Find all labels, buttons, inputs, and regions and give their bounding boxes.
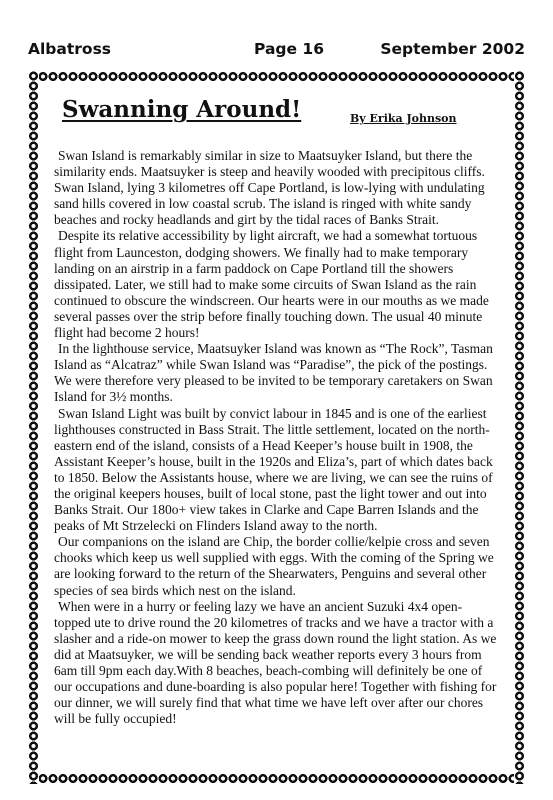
issue-date: September 2002 xyxy=(380,40,525,58)
paragraph: Our companions on the island are Chip, the border collie/kelpie cross and seven chooks which keep us well supplied with eggs. With the coming of the Spring we are looking forward to the return of the Shearwaters, Penguins and several other species of sea birds which nest on the island. xyxy=(54,534,494,598)
border-left xyxy=(28,71,39,784)
article-body xyxy=(54,148,498,727)
article-title: Swanning Around! xyxy=(62,96,302,123)
article-byline: By Erika Johnson xyxy=(350,112,457,125)
border-right xyxy=(514,71,525,784)
paragraph: In the lighthouse service, Maatsuyker Island was known as “The Rock”, Tasman Island as “Alcatraz” while Swan Island was “Paradise”, the pick of the postings. We were therefore very pleased to be invited to be temporary caretakers on Swan Island for 3½ months. xyxy=(54,341,493,405)
publication-name: Albatross xyxy=(28,40,112,58)
paragraph: When were in a hurry or feeling lazy we have an ancient Suzuki 4x4 open-topped ute to drive round the 20 kilometres of tracks and we have a tractor with a slasher and a ride-on mower to keep the grass down round the light station. As we did at Maatsuyker, we will be sending back weather reports every 3 hours from 6am till 9pm each day.With 8 beaches, beach-combing will definitely be one of our occupations and dune-boarding is also popular here! Together with fishing for our dinner, we will surely find that what time we have left over after our chores will be fully occupied! xyxy=(54,598,497,727)
paragraph: Swan Island is remarkably similar in size to Maatsuyker Island, but there the similarity ends. Maatsuyker is steep and heavily wooded with precipitous cliffs. Swan Island, lying 3 kilometres off Cape Portland, is low-lying with undulating sand hills covered in low coastal scrub. The island is ringed with white sandy beaches and rocky headlands and girt by the tidal races of Banks Strait. xyxy=(54,148,485,228)
border-bottom xyxy=(28,773,525,784)
page-number: Page 16 xyxy=(254,40,324,58)
paragraph: Despite its relative accessibility by light aircraft, we had a somewhat tortuous flight from Launceston, dodging showers. We finally had to make temporary landing on an airstrip in a farm paddock on Cape Portland till the showers dissipated. Later, we still had to make some circuits of Swan Island as the rain continued to obscure the windscreen. Our hearts were in our mouths as we made several passes over the strip before finally touching down. The usual 40 minute flight had become 2 hours! xyxy=(54,228,489,341)
page-header xyxy=(28,40,525,64)
paragraph: Swan Island Light was built by convict labour in 1845 and is one of the earliest lighthouses constructed in Bass Strait. The little settlement, located on the north-eastern end of the island, consists of a Head Keeper’s house built in 1908, the Assistant Keeper’s house, built in the 1920s and Eliza’s, part of which dates back to 1850. Below the Assistants house, where we are living, we can see the ruins of the original keepers houses, built of local stone, past the light tower and out into Banks Strait. Our 180o+ view takes in Clarke and Cape Barren Islands and the peaks of Mt Strzelecki on Flinders Island away to the north. xyxy=(54,405,493,534)
border-top xyxy=(28,71,525,82)
